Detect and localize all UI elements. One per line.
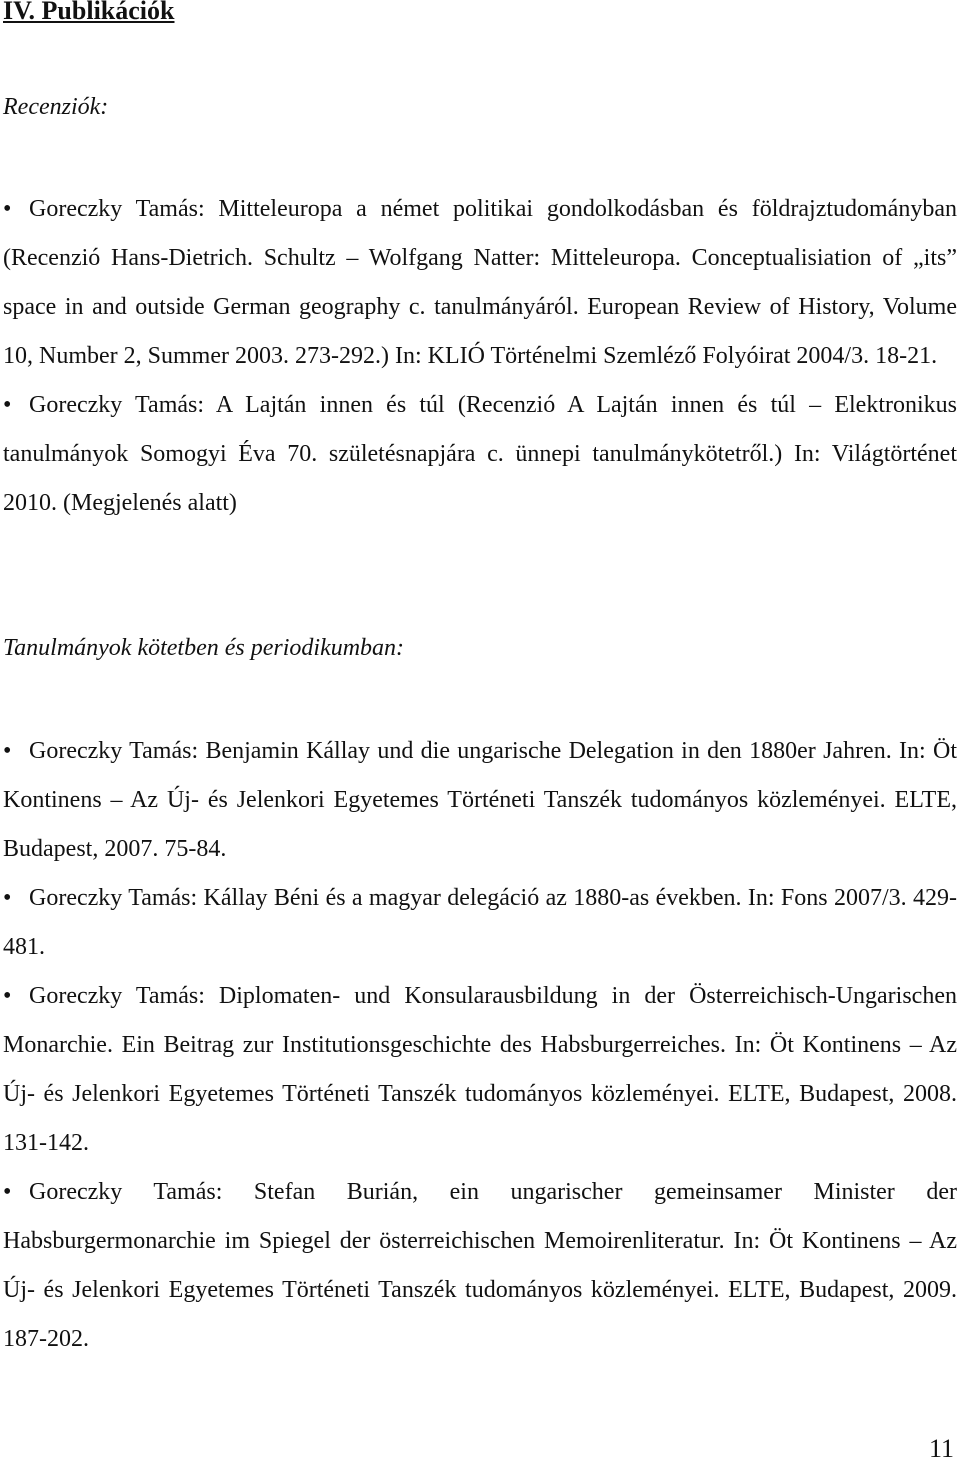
bullet-icon: • xyxy=(3,738,12,764)
review-entry-text: Goreczky Tamás: A Lajtán innen és túl (Recenzió A Lajtán innen és túl – Elektronikus tanulmányok Somogyi Éva 70. születésnapjára c. ünnepi tanulmánykötetről.) In: Világtörténet 2010. (Megjelenés alatt) xyxy=(3,392,957,516)
list-item xyxy=(3,972,957,1168)
list-item xyxy=(3,381,957,528)
list-item xyxy=(3,185,957,381)
bullet-icon: • xyxy=(3,885,12,911)
study-entry-text: Goreczky Tamás: Stefan Burián, ein ungarischer gemeinsamer Minister der Habsburgermonarchie im Spiegel der österreichischen Memoirenliteratur. In: Öt Kontinens – Az Új- és Jelenkori Egyetemes Történeti Tanszék tudományos közleményei. ELTE, Budapest, 2009. 187-202. xyxy=(3,1179,957,1352)
study-entry-text: Goreczky Tamás: Benjamin Kállay und die ungarische Delegation in den 1880er Jahren. In: Öt Kontinens – Az Új- és Jelenkori Egyetemes Történeti Tanszék tudományos közleményei. ELTE, Budapest, 2007. 75-84. xyxy=(3,738,957,862)
bullet-icon: • xyxy=(3,392,12,418)
bullet-icon: • xyxy=(3,983,12,1009)
list-item xyxy=(3,727,957,874)
study-entry-text: Goreczky Tamás: Diplomaten- und Konsularausbildung in der Österreichisch-Ungarischen Monarchie. Ein Beitrag zur Institutionsgeschichte des Habsburgerreiches. In: Öt Kontinens – Az Új- és Jelenkori Egyetemes Történeti Tanszék tudományos közleményei. ELTE, Budapest, 2008. 131-142. xyxy=(3,983,957,1156)
list-item xyxy=(3,1168,957,1364)
studies-heading: Tanulmányok kötetben és periodikumban: xyxy=(3,635,405,661)
page-number: 11 xyxy=(928,1434,954,1463)
review-entry-text: Goreczky Tamás: Mitteleuropa a német politikai gondolkodásban és földrajztudományban (Recenzió Hans-Dietrich. Schultz – Wolfgang Natter: Mitteleuropa. Conceptualisiation of „its” space in and outside German geography c. tanulmányáról. European Review of History, Volume 10, Number 2, Summer 2003. 273-292.) In: KLIÓ Történelmi Szemléző Folyóirat 2004/3. 18-21. xyxy=(3,196,957,369)
section-heading: IV. Publikációk xyxy=(3,0,175,25)
reviews-list xyxy=(3,185,957,528)
list-item xyxy=(3,874,957,972)
reviews-heading: Recenziók: xyxy=(3,94,109,120)
bullet-icon: • xyxy=(3,196,12,222)
bullet-icon: • xyxy=(3,1179,12,1205)
study-entry-text: Goreczky Tamás: Kállay Béni és a magyar delegáció az 1880-as években. In: Fons 2007/3. 429-481. xyxy=(3,885,957,960)
studies-list xyxy=(3,727,957,1364)
